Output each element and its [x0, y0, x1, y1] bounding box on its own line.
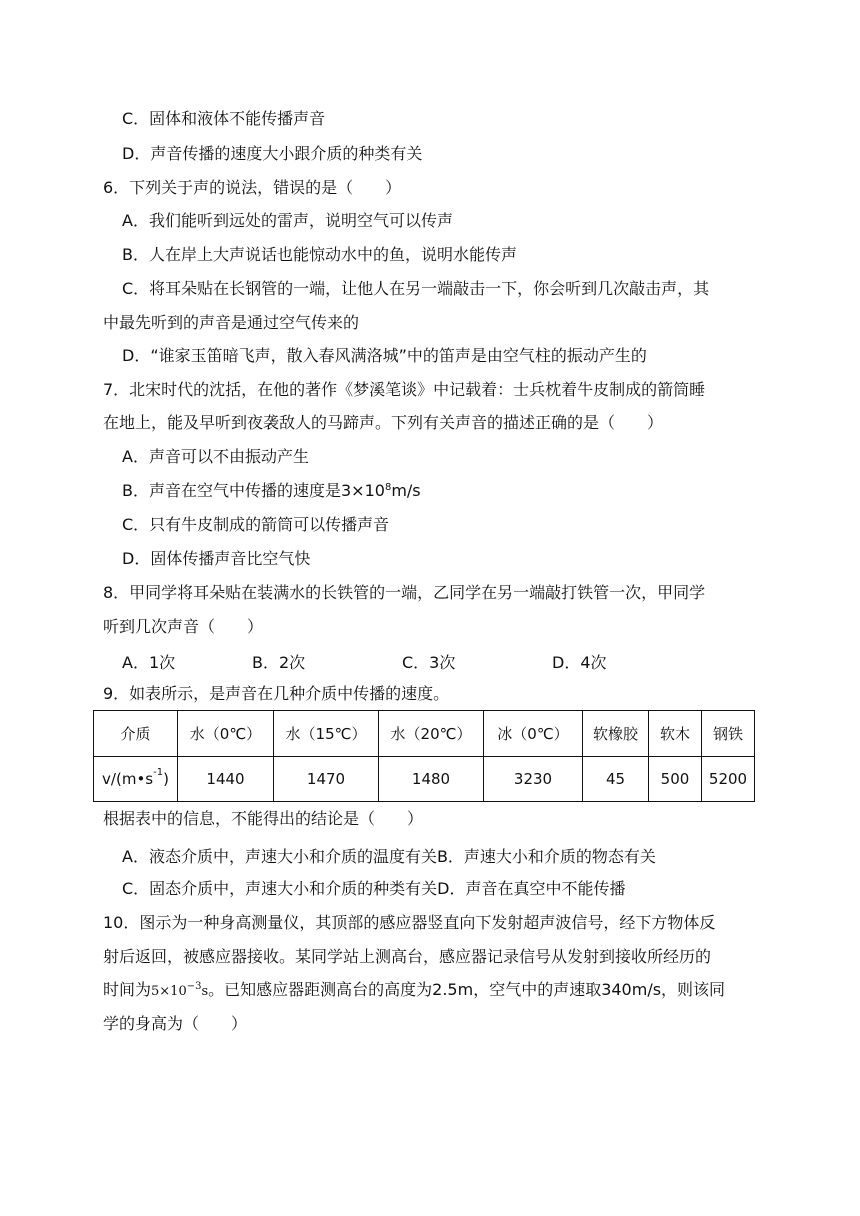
- table-cell: 5200: [702, 757, 755, 802]
- table-header-cell: 冰（0℃）: [484, 711, 583, 757]
- q7b-unit: m/s: [391, 481, 421, 500]
- q10-time-rest: 。已知感应器距测高台的高度为2.5m，空气中的声速取340m/s，则该同: [208, 980, 726, 999]
- q7-option-a: A．声音可以不由振动产生: [122, 447, 309, 466]
- q8-option-a: A．1次: [122, 653, 176, 672]
- sound-speed-table: [93, 710, 755, 802]
- q7-stem: 7．北宋时代的沈括，在他的著作《梦溪笔谈》中记载着：士兵枕着牛皮制成的箭筒睡: [103, 380, 706, 399]
- table-header-cell: 软木: [649, 711, 702, 757]
- q8-stem-cont: 听到几次声音（ ）: [103, 617, 264, 636]
- q10-time-base: 5×10: [151, 984, 187, 999]
- q10-stem: 10．图示为一种身高测量仪，其顶部的感应器竖直向下发射超声波信号，经下方物体反: [103, 913, 716, 932]
- table-cell: 1480: [379, 757, 484, 802]
- q7-option-c: C．只有牛皮制成的箭筒可以传播声音: [122, 515, 390, 534]
- q10-time-exponent: −3: [186, 981, 202, 992]
- q7b-exponent: 8: [384, 482, 392, 493]
- q9-stem: 9．如表所示，是声音在几种介质中传播的速度。: [103, 684, 450, 703]
- q10-stem-end: 学的身高为（ ）: [103, 1014, 248, 1033]
- row-label-exponent: -1: [153, 767, 164, 778]
- q7b-text: B．声音在空气中传播的速度是3×10: [122, 481, 385, 500]
- table-header-cell: 钢铁: [702, 711, 755, 757]
- q9-question: 根据表中的信息，不能得出的结论是（ ）: [103, 809, 424, 828]
- table-cell: 45: [583, 757, 649, 802]
- q7-option-d: D．固体传播声音比空气快: [122, 549, 311, 568]
- table-header-cell: 介质: [94, 711, 178, 757]
- q6-option-a: A．我们能听到远处的雷声，说明空气可以传声: [122, 211, 453, 230]
- q10-time-value: [151, 981, 209, 999]
- q9-options-ab: A．液态介质中，声速大小和介质的温度有关B．声速大小和介质的物态有关: [122, 847, 656, 866]
- table-cell: 1470: [274, 757, 379, 802]
- q6-option-d: D．“谁家玉笛暗飞声，散入春风满洛城”中的笛声是由空气柱的振动产生的: [122, 346, 647, 365]
- q10-stem-cont: 射后返回，被感应器接收。某同学站上测高台，感应器记录信号从发射到接收所经历的: [103, 947, 712, 966]
- table-header-cell: 水（15℃）: [274, 711, 379, 757]
- q8-option-b: B．2次: [252, 653, 306, 672]
- q6-stem: 6．下列关于声的说法，错误的是（ ）: [103, 178, 402, 197]
- table-cell: 1440: [178, 757, 274, 802]
- table-header-cell: 软橡胶: [583, 711, 649, 757]
- q10-time-unit: s: [201, 984, 209, 999]
- q6-option-c: C．将耳朵贴在长钢管的一端，让他人在另一端敲击一下，你会听到几次敲击声，其: [122, 279, 710, 298]
- q5-option-d: D．声音传播的速度大小跟介质的种类有关: [122, 144, 423, 163]
- q6-option-b: B．人在岸上大声说话也能惊动水中的鱼，说明水能传声: [122, 245, 517, 264]
- row-label-close: ): [163, 770, 169, 788]
- table-cell: 500: [649, 757, 702, 802]
- q6-option-c-cont: 中最先听到的声音是通过空气传来的: [103, 313, 360, 332]
- q9-options-cd: C．固态介质中，声速大小和介质的种类有关D．声音在真空中不能传播: [122, 879, 626, 898]
- q8-options: [122, 650, 722, 672]
- q8-option-d: D．4次: [552, 653, 607, 672]
- table-header-row: [94, 711, 755, 757]
- table-header-cell: 水（0℃）: [178, 711, 274, 757]
- q8-option-c: C．3次: [402, 653, 456, 672]
- table-cell: 3230: [484, 757, 583, 802]
- table-row-label: [94, 757, 178, 802]
- q7-stem-cont: 在地上，能及早听到夜袭敌人的马蹄声。下列有关声音的描述正确的是（ ）: [103, 413, 664, 432]
- q8-stem: 8．甲同学将耳朵贴在装满水的长铁管的一端，乙同学在另一端敲打铁管一次，甲同学: [103, 583, 706, 602]
- q10-stem-time: [103, 979, 725, 1003]
- q7-option-b: [122, 480, 421, 502]
- q5-option-c: C．固体和液体不能传播声音: [122, 109, 326, 128]
- table-header-cell: 水（20℃）: [379, 711, 484, 757]
- row-label-text: v/(m•s: [102, 770, 154, 788]
- q10-time-label: 时间为: [103, 980, 152, 999]
- table-row: [94, 757, 755, 802]
